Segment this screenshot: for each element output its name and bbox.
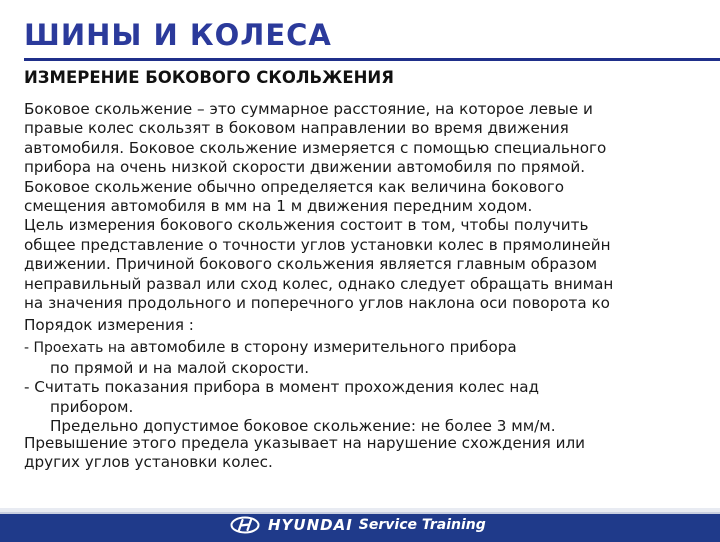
text-line: на значения продольного и поперечного углов наклона оси поворота ко [24,294,610,313]
page-title: ШИНЫ И КОЛЕСА [24,18,332,52]
procedure-step-1-continued [24,359,720,378]
procedure-heading: Порядок измерения : [24,316,194,334]
procedure-step-2-continued [24,398,720,417]
step-2-continuation: прибором. [50,397,134,416]
procedure-block [24,316,720,436]
text-line: общее представление о точности углов установки колес в прямолинейн [24,235,611,254]
text-line: прибора на очень низкой скорости движении автомобиля по прямой. [24,158,586,177]
limit-note-text: Предельно допустимое боковое скольжение: не более 3 мм/м. [50,417,556,436]
text-line: смещения автомобиля в мм на 1 м движения передним ходом. [24,197,533,216]
step-1-prefix: - Проехать на [24,340,130,357]
footer-brand [230,514,486,536]
text-line: Превышение этого предела указывает на нарушение схождения или [24,434,586,452]
section-heading: ИЗМЕРЕНИЕ БОКОВОГО СКОЛЬЖЕНИЯ [24,68,394,87]
text-line: неправильный развал или сход колес, однако следует обращать вниман [24,274,614,293]
text-line: движении. Причиной бокового скольжения является главным образом [24,255,598,274]
text-line: правые колес скользят в боковом направлении во время движения [24,119,569,138]
hyundai-logo-icon [230,516,260,534]
brand-tagline: Service Training [358,517,486,533]
text-line: других углов установки колес. [24,453,273,472]
text-line: Боковое скольжение обычно определяется как величина бокового [24,177,565,196]
step-1-continuation: по прямой и на малой скорости. [50,358,310,377]
title-divider [24,58,720,61]
procedure-step-1 [24,338,720,358]
text-line: автомобиля. Боковое скольжение измеряется с помощью специального [24,138,607,157]
text-line: Цель измерения бокового скольжения состоит в том, чтобы получить [24,216,589,235]
text-line: Боковое скольжение – это суммарное расстояние, на которое левые и [24,100,593,118]
step-1-text: автомобиле в сторону измерительного прибора [130,338,517,357]
brand-name: HYUNDAI [268,516,353,534]
conclusion-paragraph [24,434,720,473]
description-paragraph [24,100,720,313]
procedure-step-2: - Считать показания прибора в момент прохождения колес над [24,378,540,397]
